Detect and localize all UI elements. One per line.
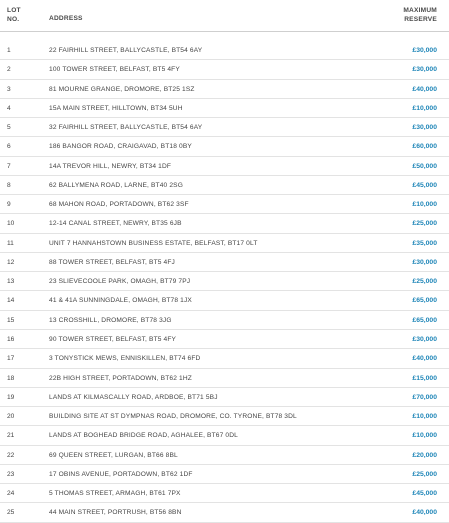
reserve-header-line1: MAXIMUM [403,7,437,14]
maximum-reserve: £10,000 [412,413,437,421]
lot-header-line1: LOT [7,7,21,14]
lot-address: LANDS AT KILMASCALLY ROAD, ARDBOE, BT71 5BJ [49,393,218,401]
maximum-reserve: £40,000 [412,85,437,93]
lot-number: 23 [7,470,15,478]
lot-number: 5 [7,124,11,132]
table-row [0,272,449,291]
table-row [0,446,449,465]
lot-header-line2: NO. [7,16,20,23]
table-row [0,330,449,349]
lot-address: 81 MOURNE GRANGE, DROMORE, BT25 1SZ [49,85,195,93]
lot-number: 1 [7,47,11,54]
table-row [0,176,449,195]
lot-address: 32 FAIRHILL STREET, BALLYCASTLE, BT54 6AY [49,124,203,132]
header-divider [0,31,449,32]
table-row [0,369,449,388]
lot-address: 17 OBINS AVENUE, PORTADOWN, BT62 1DF [49,470,193,478]
maximum-reserve: £45,000 [412,490,437,498]
lot-number: 14 [7,297,15,305]
table-row [0,60,449,79]
maximum-reserve: £65,000 [412,316,437,324]
maximum-reserve: £30,000 [412,66,437,74]
lot-address: 69 QUEEN STREET, LURGAN, BT66 8BL [49,451,178,459]
lot-address: 44 MAIN STREET, PORTRUSH, BT56 8BN [49,509,182,517]
lot-number: 13 [7,278,15,286]
table-row [0,426,449,445]
lot-number: 18 [7,374,15,382]
lot-address: 3 TONYSTICK MEWS, ENNISKILLEN, BT74 6FD [49,355,201,363]
maximum-reserve: £50,000 [412,162,437,170]
address-column-header: ADDRESS [49,15,83,22]
lot-address: 186 BANGOR ROAD, CRAIGAVAD, BT18 0BY [49,143,192,151]
table-row [0,157,449,176]
lot-number: 8 [7,181,11,189]
table-row [0,80,449,99]
table-row [0,484,449,503]
maximum-reserve: £10,000 [412,104,437,112]
table-row [0,253,449,272]
table-row [0,234,449,253]
reserve-column-header [377,6,437,24]
maximum-reserve: £70,000 [412,393,437,401]
maximum-reserve: £35,000 [412,239,437,247]
lot-number: 2 [7,66,11,74]
table-row [0,99,449,118]
lot-number-column-header [7,6,21,24]
lot-address: 5 THOMAS STREET, ARMAGH, BT61 7PX [49,490,181,498]
lot-number: 20 [7,413,15,421]
lot-address: 13 CROSSHILL, DROMORE, BT78 3JG [49,316,172,324]
lot-address: 22B HIGH STREET, PORTADOWN, BT62 1HZ [49,374,192,382]
maximum-reserve: £60,000 [412,143,437,151]
lot-number: 24 [7,490,15,498]
lot-number: 11 [7,239,14,247]
lot-number: 6 [7,143,11,151]
lot-address: 100 TOWER STREET, BELFAST, BT5 4FY [49,66,180,74]
lot-address: 15A MAIN STREET, HILLTOWN, BT34 5UH [49,104,183,112]
lot-address: 22 FAIRHILL STREET, BALLYCASTLE, BT54 6AY [49,47,203,54]
table-row [0,291,449,310]
maximum-reserve: £45,000 [412,181,437,189]
table-row [0,311,449,330]
lot-number: 10 [7,220,15,228]
lot-number: 22 [7,451,15,459]
lot-number: 19 [7,393,15,401]
lot-number: 16 [7,335,15,343]
lot-number: 25 [7,509,15,517]
maximum-reserve: £25,000 [412,278,437,286]
lot-address: UNIT 7 HANNAHSTOWN BUSINESS ESTATE, BELFAST, BT17 0LT [49,239,258,247]
maximum-reserve: £10,000 [412,201,437,209]
lot-number: 17 [7,355,15,363]
lot-number: 7 [7,162,11,170]
lot-number: 4 [7,104,11,112]
maximum-reserve: £40,000 [412,509,437,517]
lot-number: 9 [7,201,11,209]
lot-number: 21 [7,432,15,440]
lot-address: 90 TOWER STREET, BELFAST, BT5 4FY [49,335,177,343]
table-row [0,214,449,233]
lot-number: 12 [7,258,15,266]
lot-address: BUILDING SITE AT ST DYMPNAS ROAD, DROMORE, CO. TYRONE, BT78 3DL [49,413,297,421]
maximum-reserve: £30,000 [412,124,437,132]
lot-address: 12-14 CANAL STREET, NEWRY, BT35 6JB [49,220,182,228]
maximum-reserve: £30,000 [412,47,437,54]
table-row [0,41,449,60]
reserve-header-line2: RESERVE [404,16,437,23]
maximum-reserve: £10,000 [412,432,437,440]
maximum-reserve: £30,000 [412,335,437,343]
table-row [0,118,449,137]
lot-number: 15 [7,316,15,324]
table-header [0,0,449,38]
lot-address: 62 BALLYMENA ROAD, LARNE, BT40 2SG [49,181,183,189]
table-row [0,137,449,156]
maximum-reserve: £40,000 [412,355,437,363]
lot-address: 88 TOWER STREET, BELFAST, BT5 4FJ [49,258,175,266]
table-row [0,503,449,522]
maximum-reserve: £15,000 [412,374,437,382]
lot-address: 68 MAHON ROAD, PORTADOWN, BT62 3SF [49,201,189,209]
maximum-reserve: £25,000 [412,220,437,228]
maximum-reserve: £65,000 [412,297,437,305]
maximum-reserve: £20,000 [412,451,437,459]
lot-address: LANDS AT BOGHEAD BRIDGE ROAD, AGHALEE, BT67 0DL [49,432,238,440]
lot-address: 41 & 41A SUNNINGDALE, OMAGH, BT78 1JX [49,297,192,305]
lots-table-body [0,41,449,523]
table-row [0,465,449,484]
table-row [0,349,449,368]
lot-address: 23 SLIEVECOOLE PARK, OMAGH, BT79 7PJ [49,278,191,286]
table-row [0,407,449,426]
lot-number: 3 [7,85,11,93]
maximum-reserve: £25,000 [412,470,437,478]
table-row [0,195,449,214]
table-row [0,388,449,407]
lot-address: 14A TREVOR HILL, NEWRY, BT34 1DF [49,162,172,170]
maximum-reserve: £30,000 [412,258,437,266]
